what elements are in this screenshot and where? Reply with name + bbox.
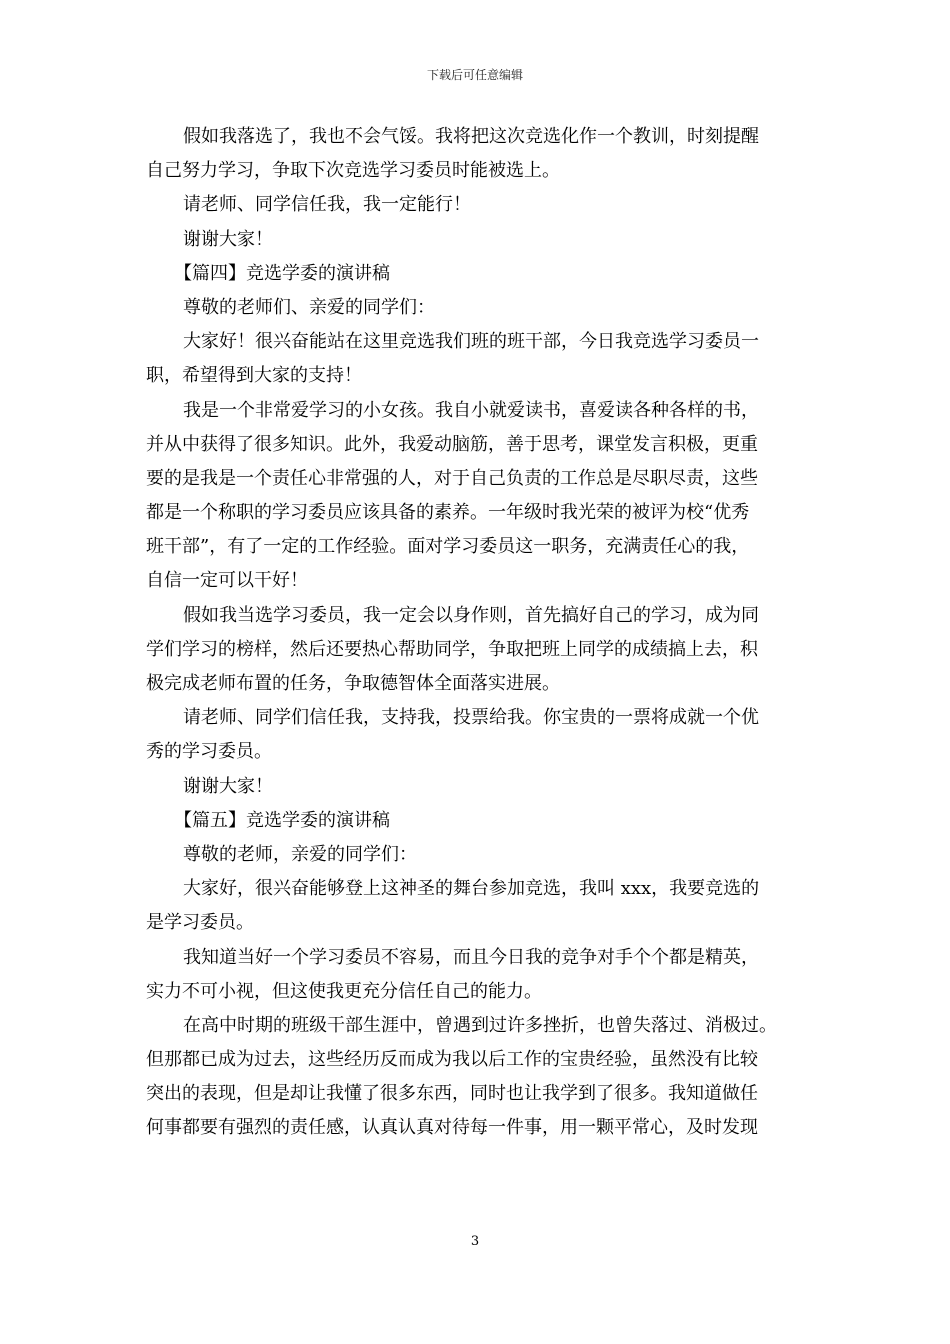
text-line: 学们学习的榜样，然后还要热心帮助同学，争取把班上同学的成绩搞上去，积 [146,638,758,660]
text-line: 自己努力学习，争取下次竞选学习委员时能被选上。 [146,160,560,182]
text-line: 在高中时期的班级干部生涯中，曾遇到过许多挫折，也曾失落过、消极过。 [183,1014,777,1036]
text-line: 大家好！很兴奋能站在这里竞选我们班的班干部，今日我竞选学习委员一 [183,331,759,353]
text-line: 【篇四】竞选学委的演讲稿 [174,262,390,284]
text-line: 何事都要有强烈的责任感，认真认真对待每一件事，用一颗平常心，及时发现 [146,1117,758,1139]
text-line: 但那都已成为过去，这些经历反而成为我以后工作的宝贵经验，虽然没有比较 [146,1049,758,1071]
text-line: 是学习委员。 [146,912,254,934]
text-line: 班干部”，有了一定的工作经验。面对学习委员这一职务，充满责任心的我， [146,536,750,558]
text-line: 职，希望得到大家的支持！ [146,365,362,387]
text-line: 谢谢大家！ [183,775,273,797]
page-number: 3 [470,1234,480,1249]
text-line: 我是一个非常爱学习的小女孩。我自小就爱读书，喜爱读各种各样的书， [183,399,759,421]
text-line: 尊敬的老师，亲爱的同学们： [183,843,417,865]
text-line: 请老师、同学们信任我，支持我，投票给我。你宝贵的一票将成就一个优 [183,707,759,729]
text-line: 并从中获得了很多知识。此外，我爱动脑筋，善于思考，课堂发言积极，更重 [146,433,758,455]
text-line: 【篇五】竞选学委的演讲稿 [174,809,390,831]
text-line: 突出的表现，但是却让我懂了很多东西，同时也让我学到了很多。我知道做任 [146,1083,758,1105]
document-body [146,120,810,1146]
text-line: 秀的学习委员。 [146,741,272,763]
text-line: 假如我当选学习委员，我一定会以身作则，首先搞好自己的学习，成为同 [183,604,759,626]
text-line: 大家好，很兴奋能够登上这神圣的舞台参加竞选，我叫 xxx，我要竞选的 [183,878,760,900]
text-line: 请老师、同学信任我，我一定能行！ [183,194,471,216]
text-line: 自信一定可以干好！ [146,570,308,592]
page-header: 下载后可任意编辑 [426,68,523,82]
text-line: 实力不可小视，但这使我更充分信任自己的能力。 [146,980,542,1002]
text-line: 要的是我是一个责任心非常强的人，对于自己负责的工作总是尽职尽责，这些 [146,467,758,489]
text-line: 假如我落选了，我也不会气馁。我将把这次竞选化作一个教训，时刻提醒 [183,126,759,147]
text-line: 极完成老师布置的任务，争取德智体全面落实进展。 [146,673,560,694]
text-line: 谢谢大家！ [183,228,273,250]
text-line: 都是一个称职的学习委员应该具备的素养。一年级时我光荣的被评为校“优秀 [146,502,750,524]
text-line: 我知道当好一个学习委员不容易，而且今日我的竞争对手个个都是精英， [183,946,759,968]
text-line: 尊敬的老师们、亲爱的同学们： [183,296,435,318]
